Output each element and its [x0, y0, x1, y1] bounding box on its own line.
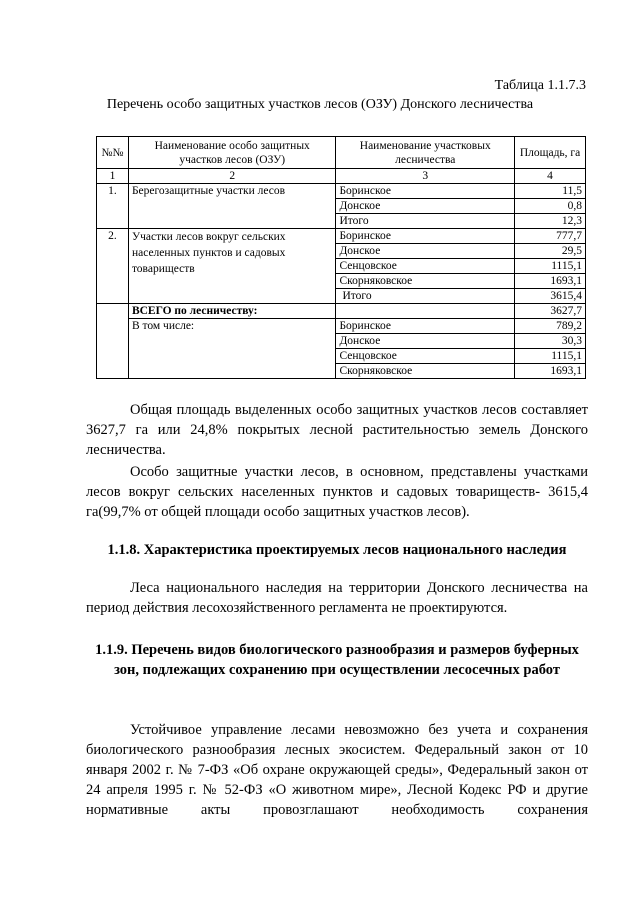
index-cell: 4 — [515, 169, 586, 184]
group-num: 2. — [97, 229, 129, 304]
forestry-cell: Боринское — [336, 319, 515, 334]
index-cell: 3 — [336, 169, 515, 184]
total-area: 3627,7 — [515, 304, 586, 319]
header-row — [97, 137, 586, 169]
paragraph-ozu-composition: Особо защитные участки лесов, в основном, представлены участками лесов вокруг сельских населенных пунктов и садовых товариществ- 3615,4 га(99,7% от общей площади особо защитных участков лесов). — [86, 464, 588, 520]
col-header-ozu-name: Наименование особо защитных участков лесов (ОЗУ) — [128, 137, 336, 169]
heading-1-1-8: 1.1.8. Характеристика проектируемых лесов национального наследия — [107, 542, 567, 558]
col-header-num: №№ — [97, 137, 129, 169]
forestry-cell: Итого — [336, 214, 515, 229]
table-title: Перечень особо защитных участков лесов (ОЗУ) Донского лесничества — [106, 97, 534, 112]
area-cell: 789,2 — [515, 319, 586, 334]
empty-cell — [336, 304, 515, 319]
paragraph-biodiversity: Устойчивое управление лесами невозможно без учета и сохранения биологического разнообразия лесных экосистем. Федеральный закон от 10 января 2002 г. № 7-ФЗ «Об охране окружающей среды», Федеральный закон от 24 апреля 1995 г. № 52-ФЗ «О животном мире», Лесной Кодекс РФ и другие нормативные акты провозглашают необходимость сохранения — [86, 722, 588, 818]
ozu-table — [96, 136, 586, 379]
group-name: Участки лесов вокруг сельских населенных пунктов и садовых товариществ — [128, 229, 336, 304]
heading-1-1-9: 1.1.9. Перечень видов биологического разнообразия и размеров буферных зон, подлежащих сохранению при осуществлении лесосечных работ — [95, 642, 579, 678]
total-row — [97, 304, 586, 319]
index-cell: 2 — [128, 169, 336, 184]
area-cell: 0,8 — [515, 199, 586, 214]
forestry-cell: Донское — [336, 334, 515, 349]
area-cell: 1115,1 — [515, 349, 586, 364]
area-cell: 1693,1 — [515, 274, 586, 289]
including-label: В том числе: — [128, 319, 336, 379]
forestry-cell: Скорняковское — [336, 274, 515, 289]
index-row — [97, 169, 586, 184]
forestry-cell: Сенцовское — [336, 259, 515, 274]
forestry-cell: Боринское — [336, 229, 515, 244]
group-name: Берегозащитные участки лесов — [128, 184, 336, 229]
col-header-area: Площадь, га — [515, 137, 586, 169]
area-cell: 3615,4 — [515, 289, 586, 304]
forestry-cell: Скорняковское — [336, 364, 515, 379]
area-cell: 30,3 — [515, 334, 586, 349]
forestry-cell: Сенцовское — [336, 349, 515, 364]
table-number: Таблица 1.1.7.3 — [494, 78, 586, 93]
area-cell: 1693,1 — [515, 364, 586, 379]
col-header-forestry: Наименование участковых лесничества — [336, 137, 515, 169]
forestry-cell: Итого — [336, 289, 515, 304]
area-cell: 11,5 — [515, 184, 586, 199]
table-row — [97, 319, 586, 334]
area-cell: 777,7 — [515, 229, 586, 244]
table-row — [97, 229, 586, 244]
forestry-cell: Донское — [336, 244, 515, 259]
area-cell: 1115,1 — [515, 259, 586, 274]
forestry-cell: Боринское — [336, 184, 515, 199]
forestry-cell: Донское — [336, 199, 515, 214]
table-row — [97, 184, 586, 199]
empty-num-cell — [97, 304, 129, 379]
total-label: ВСЕГО по лесничеству: — [128, 304, 336, 319]
index-cell: 1 — [97, 169, 129, 184]
paragraph-heritage-forests: Леса национального наследия на территории Донского лесничества на период действия лесохозяйственного регламента не проектируются. — [86, 580, 588, 616]
area-cell: 29,5 — [515, 244, 586, 259]
area-cell: 12,3 — [515, 214, 586, 229]
group-num: 1. — [97, 184, 129, 229]
paragraph-total-area: Общая площадь выделенных особо защитных участков лесов составляет 3627,7 га или 24,8% покрытых лесной растительностью земель Донского лесничества. — [86, 402, 588, 458]
